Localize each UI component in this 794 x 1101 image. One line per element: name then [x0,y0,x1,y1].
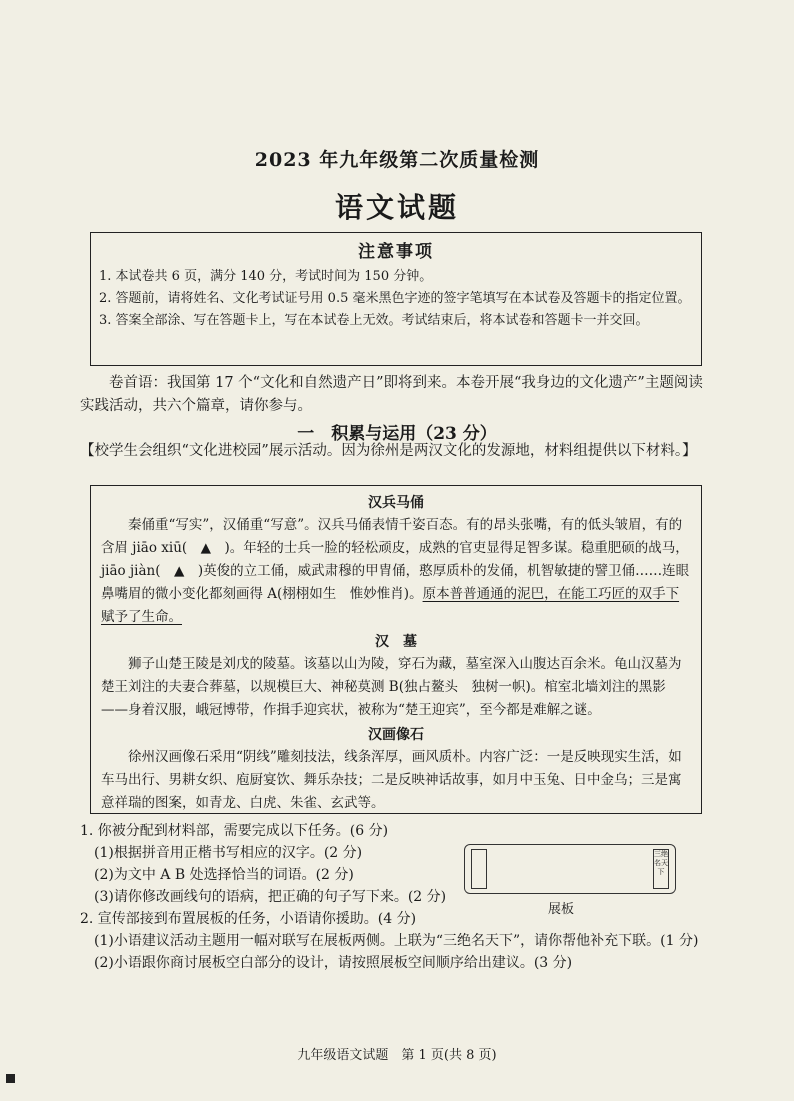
material-text: 秦俑重“写实”，汉俑重“写意”。汉兵马俑表情千姿百态。有的昂头张嘴，有的低头皱眉，有的含眉 jiāo xiū( ▲ )。年轻的士兵一脸的轻松顽皮，成熟的官吏显得足智多谋。稳重肥硕的战马，jiāo jiàn( ▲ )英俊的立工俑，威武肃穆的甲胄俑，憨厚质朴的发俑，机智敏捷的譬卫俑……连眼鼻嘴眉的微小变化都刻画得 A(栩栩如生 惟妙惟肖)。 [101,517,690,602]
display-board-diagram [464,844,676,894]
subject-title: 语文试题 [334,191,459,224]
notice-title: 注意事项 [358,242,434,262]
section-title: 一 积累与运用（23 分） [297,424,497,444]
material-paragraph: 狮子山楚王陵是刘戊的陵墓。该墓以山为陵，穿石为藏，墓室深入山腹达百余米。龟山汉墓为楚王刘注的夫妻合葬墓，以规模巨大、神秘莫测 B(独占鳌头 独树一帜)。棺室北墙刘注的黑影——身着汉服，峨冠博带，作揖手迎宾状，被称为“楚王迎宾”，至今都是难解之谜。 [101,656,682,718]
exam-title: 2023 年九年级第二次质量检测 [254,149,540,171]
question: 2. 宣传部接到布置展板的任务，小语请你援助。(4 分) [80,911,417,927]
board-right-panel: 三绝名天下 [653,849,669,889]
material-title: 汉兵马俑 [368,495,424,511]
underlined-sentence: 原本普普通通的泥巴，在能工巧匠的双手下赋予了生命。 [101,586,680,625]
material-title: 汉 墓 [375,634,417,650]
sub-question: (1)根据拼音用正楷书写相应的汉字。(2 分) [94,845,363,861]
section-prompt: 【校学生会组织“文化进校园”展示活动。因为徐州是两汉文化的发源地，材料组提供以下材料。】 [80,443,697,459]
sub-question: (1)小语建议活动主题用一幅对联写在展板两侧。上联为“三绝名天下”，请你帮他补充下联。(1 分) [94,933,699,949]
page-footer: 九年级语文试题 第 1 页(共 8 页) [297,1048,497,1063]
sub-question: (3)请你修改画线句的语病，把正确的句子写下来。(2 分) [94,889,447,905]
material-paragraph: 徐州汉画像石采用“阴线”雕刻技法，线条浑厚，画风质朴。内容广泛：一是反映现实生活，如车马出行、男耕女织、庖厨宴饮、舞乐杂技；二是反映神话故事，如月中玉兔、日中金乌；三是寓意祥瑞的图案，如青龙、白虎、朱雀、玄武等。 [101,749,682,811]
materials-box [90,485,702,814]
notice-box [90,232,702,366]
scan-mark [6,1074,15,1083]
notice-item: 3. 答案全部涂、写在答题卡上，写在本试卷上无效。考试结束后，将本试卷和答题卡一并交回。 [99,313,649,328]
board-left-panel [471,849,487,889]
notice-item: 1. 本试卷共 6 页，满分 140 分，考试时间为 150 分钟。 [99,269,433,284]
material-paragraph [101,514,691,629]
sub-question: (2)为文中 A B 处选择恰当的词语。(2 分) [94,867,354,883]
preface: 卷首语：我国第 17 个“文化和自然遗产日”即将到来。本卷开展“我身边的文化遗产”主题阅读实践活动，共六个篇章，请你参与。 [80,375,703,414]
question: 1. 你被分配到材料部，需要完成以下任务。(6 分) [80,823,389,839]
sub-question: (2)小语跟你商讨展板空白部分的设计，请按照展板空间顺序给出建议。(3 分) [94,955,573,971]
material-title: 汉画像石 [368,727,424,743]
notice-item: 2. 答题前，请将姓名、文化考试证号用 0.5 毫米黑色字迹的签字笔填写在本试卷及答题卡的指定位置。 [99,291,691,306]
board-label: 展板 [548,902,575,917]
